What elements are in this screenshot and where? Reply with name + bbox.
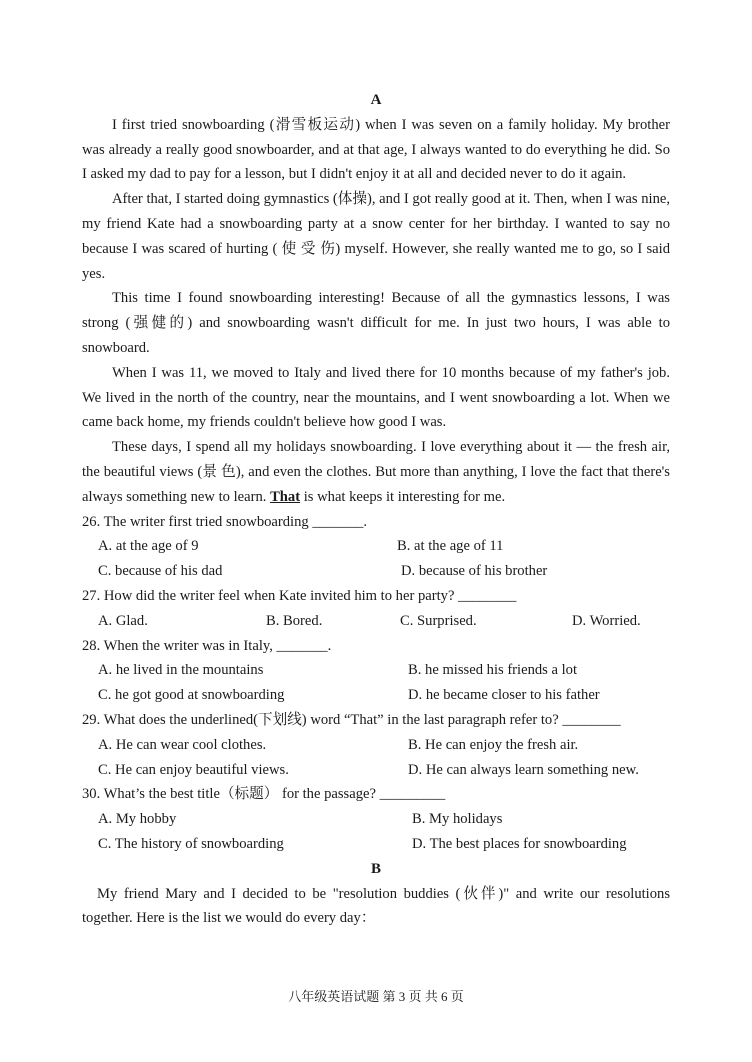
option-b[interactable]: B. Bored. [266,612,323,629]
passage-paragraph: When I was 11, we moved to Italy and lived there for 10 months because of my father's job. We lived in the north of the country, near the mountains, and I went snowboarding a lot. When we came back home, my friends couldn't believe how good I was. [82,364,670,431]
page-content [82,88,670,931]
option-c[interactable]: C. Surprised. [400,612,477,629]
underlined-word: That [270,488,301,505]
question-26-options-row2 [82,559,670,584]
question-29-stem: 29. What does the underlined(下划线) word “That” in the last paragraph refer to? ________ [82,711,621,728]
option-d[interactable]: D. he became closer to his father [408,687,600,704]
question-29-options-row2 [82,758,670,783]
passage-paragraph: I first tried snowboarding (滑雪板运动) when I was seven on a family holiday. My brother was already a really good snowboarder, and at that age, I always wanted to do everything he did. So I asked my dad to pay for a lesson, but I didn't enjoy it at all and decided never to do it again. [82,116,670,183]
option-d[interactable]: D. because of his brother [401,563,548,580]
question-26-stem: 26. The writer first tried snowboarding _______. [82,513,368,530]
section-b-heading: B [370,860,381,877]
passage-paragraph: This time I found snowboarding interesting! Because of all the gymnastics lessons, I was strong (强健的) and snowboarding wasn't difficult for me. In just two hours, I was able to snowboard. [82,290,670,356]
option-c[interactable]: C. He can enjoy beautiful views. [98,761,289,778]
question-30-options-row1 [82,807,670,832]
question-28-options-row2 [82,683,670,708]
page-footer: 八年级英语试题 第 3 页 共 6 页 [288,989,464,1004]
option-d[interactable]: D. He can always learn something new. [408,761,639,778]
question-26-options-row1 [82,534,670,559]
option-b[interactable]: B. He can enjoy the fresh air. [408,736,579,753]
passage-paragraph: After that, I started doing gymnastics (体操), and I got really good at it. Then, when I was nine, my friend Kate had a snowboarding party at a snow center for her birthday. I wanted to say no because I was scared of hurting ( 使 受 伤) myself. However, she really wanted me to go, so I said yes. [82,191,670,282]
option-d[interactable]: D. Worried. [572,612,641,629]
question-30-stem: 30. What’s the best title（标题） for the passage? _________ [82,786,446,803]
option-a[interactable]: A. My hobby [98,811,177,828]
passage-last-paragraph [82,435,670,509]
option-c[interactable]: C. he got good at snowboarding [98,687,285,704]
question-27-options [82,609,670,634]
question-27-stem: 27. How did the writer feel when Kate invited him to her party? ________ [82,587,517,604]
option-c[interactable]: C. because of his dad [98,563,223,580]
option-b[interactable]: B. he missed his friends a lot [408,662,578,679]
section-a-heading: A [370,92,382,108]
option-b[interactable]: B. My holidays [412,811,503,828]
passage-b-paragraph: My friend Mary and I decided to be "resolution buddies (伙伴)" and write our resolutions together. Here is the list we would do every day： [82,885,670,927]
passage-text: is what keeps it interesting for me. [300,488,506,505]
question-29-options-row1 [82,733,670,758]
option-a[interactable]: A. at the age of 9 [98,538,199,555]
option-c[interactable]: C. The history of snowboarding [98,835,284,852]
option-b[interactable]: B. at the age of 11 [397,538,504,555]
option-a[interactable]: A. He can wear cool clothes. [98,736,267,753]
option-a[interactable]: A. Glad. [98,612,148,629]
option-d[interactable]: D. The best places for snowboarding [412,835,627,852]
passage-text: These days, I spend all my holidays snowboarding. I love everything about it — the fresh air, the beautiful views (景 色), and even the clothes. But more than anything, I love the fact that there's always something new to learn. [82,439,670,505]
question-28-options-row1 [82,658,670,683]
option-a[interactable]: A. he lived in the mountains [98,662,264,679]
question-30-options-row2 [82,832,670,857]
question-28-stem: 28. When the writer was in Italy, _______. [82,637,332,654]
